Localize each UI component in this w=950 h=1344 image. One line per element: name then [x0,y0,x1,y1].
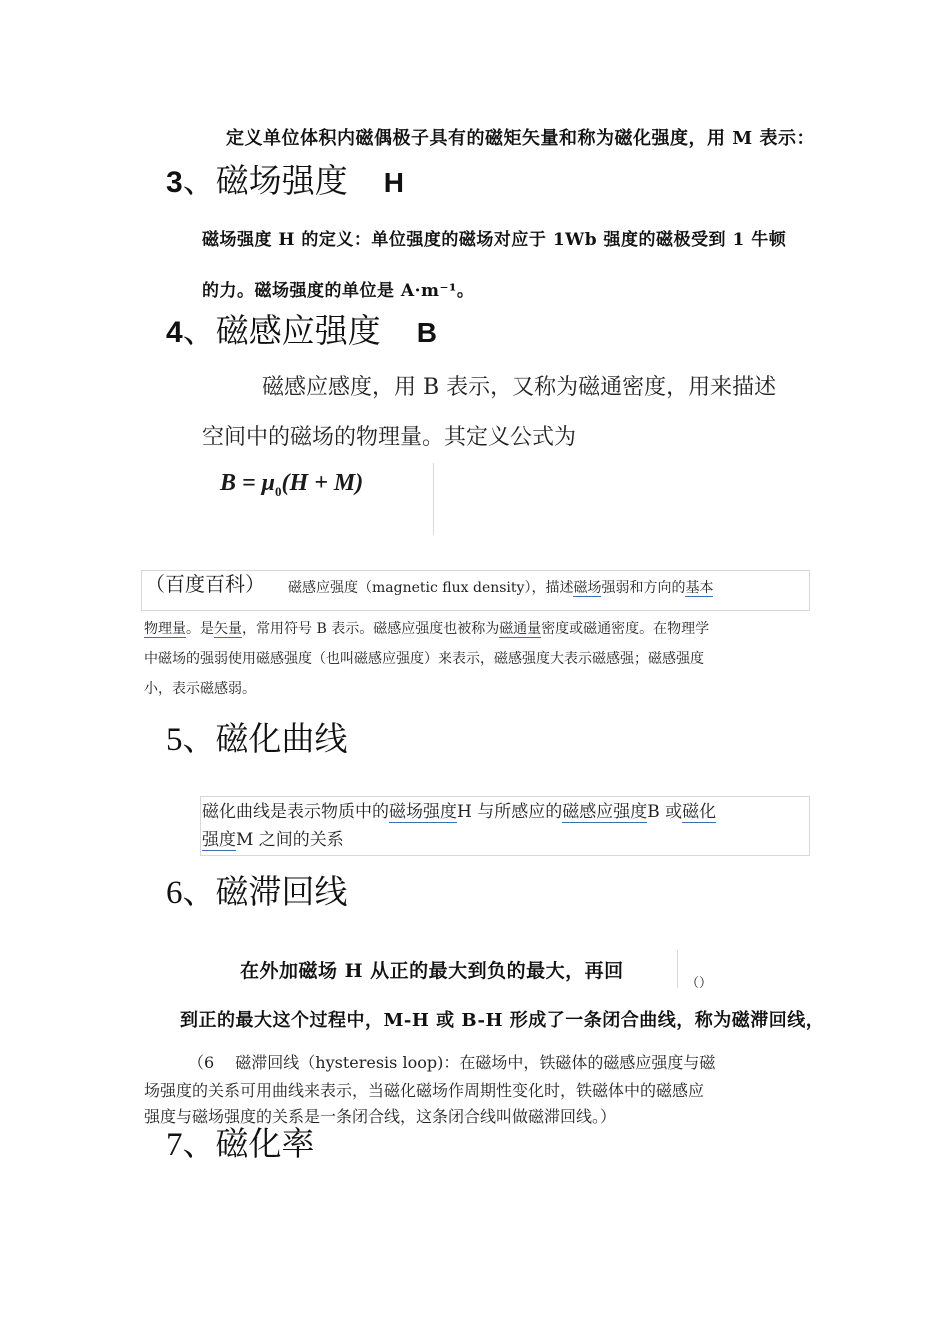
curve-text: H 与所感应的 [457,802,563,822]
flux-density-para-line-1: 磁感应感度，用 B 表示，又称为磁通密度，用来描述 [262,375,777,400]
baike-link-flux[interactable]: 磁通量 [499,621,542,637]
baike-text: 。是 [186,621,214,637]
flux-density-para-line-2: 空间中的磁场的物理量。其定义公式为 [202,425,577,450]
formula-frame-divider [433,463,434,535]
formula-left: B = μ [220,470,276,496]
formula-right: (H + M) [281,470,364,496]
baike-link-vector[interactable]: 矢量 [214,621,242,637]
heading-title: 磁滞回线 [215,872,348,911]
hysteresis-note-line-3: 强度与磁场强度的关系是一条闭合线，这条闭合线叫做磁滞回线。） [144,1107,617,1126]
field-strength-scan-line-1: 磁场强度 H 的定义：单位强度的磁场对应于 1Wb 强度的磁极受到 1 牛顿 [202,230,787,250]
baike-text: 磁感应强度（magnetic flux density），描述 [288,580,574,596]
heading-number: 7 [166,1127,183,1163]
baike-text: 密度或磁通密度。在物理学 [541,621,710,637]
baike-line-4: 小，表示磁感弱。 [144,681,256,697]
baike-link-magnetic-field[interactable]: 磁场 [573,580,602,596]
heading-separator: 、 [182,719,216,758]
heading-number: 5 [166,722,183,758]
field-strength-scan-line-2: 的力。磁场强度的单位是 A·m⁻¹。 [202,281,475,301]
heading-susceptibility [166,1118,315,1165]
flux-density-formula [220,470,363,500]
curve-text: M 之间的关系 [236,830,344,850]
link-field-strength[interactable]: 磁场强度 [389,802,457,822]
hysteresis-scan-line-1: 在外加磁场 H 从正的最大到负的最大，再回 [240,960,624,982]
heading-separator: 、 [182,1124,216,1163]
baike-link-physical-quantity[interactable]: 物理量 [144,621,186,637]
magnetization-definition-scan: 定义单位体积内磁偶极子具有的磁矩矢量和称为磁化强度，用 M 表示： [226,128,815,149]
heading-title: 磁化曲线 [215,719,348,758]
heading-hysteresis-loop [166,866,348,913]
magnetization-curve-line-2 [202,826,344,854]
curve-text: 磁化曲线是表示物质中的 [202,802,389,822]
hysteresis-frame-divider [677,950,678,988]
hysteresis-scan-line-2: 到正的最大这个过程中，M-H 或 B-H 形成了一条闭合曲线，称为磁滞回线， [180,1010,825,1031]
heading-title: 磁化率 [215,1124,315,1163]
heading-title: 磁感应强度 [215,311,381,350]
baike-line-2 [144,614,709,645]
baike-text: ，常用符号 B 表示。磁感应强度也被称为 [242,621,500,637]
baike-text: 强弱和方向的 [601,580,686,596]
heading-number: 6 [166,875,183,911]
heading-field-strength [166,155,404,202]
heading-symbol: H [383,167,404,198]
heading-separator: 、 [182,311,216,350]
heading-separator: 、 [182,161,216,200]
link-magnetization-cont[interactable]: 强度 [202,830,236,850]
heading-symbol: B [416,317,437,348]
heading-separator: 、 [182,872,216,911]
curve-text: B 或 [647,802,683,822]
magnetization-curve-line-1 [202,798,716,826]
link-flux-density[interactable]: 磁感应强度 [562,802,648,822]
hysteresis-empty-paren: （） [686,976,713,991]
link-magnetization[interactable]: 磁化 [682,802,717,822]
hysteresis-note-line-2: 场强度的关系可用曲线来表示，当磁化磁场作周期性变化时，铁磁体中的磁感应 [144,1081,705,1100]
heading-number: 4 [166,316,183,349]
formula-subscript: 0 [275,483,282,499]
baike-line-3: 中磁场的强弱使用磁感强度（也叫磁感应强度）来表示，磁感强度大表示磁感强；磁感强度 [144,651,704,667]
heading-title: 磁场强度 [215,161,348,200]
baike-source-label: （百度百科） [145,572,265,596]
heading-magnetization-curve [166,713,348,760]
hysteresis-note-line-1: （6 磁滞回线（hysteresis loop)：在磁场中，铁磁体的磁感应强度与磁 [188,1053,716,1072]
heading-number: 3 [166,166,183,199]
baike-line-1 [288,573,713,604]
baike-link-basic[interactable]: 基本 [685,580,714,596]
heading-flux-density [166,305,437,352]
